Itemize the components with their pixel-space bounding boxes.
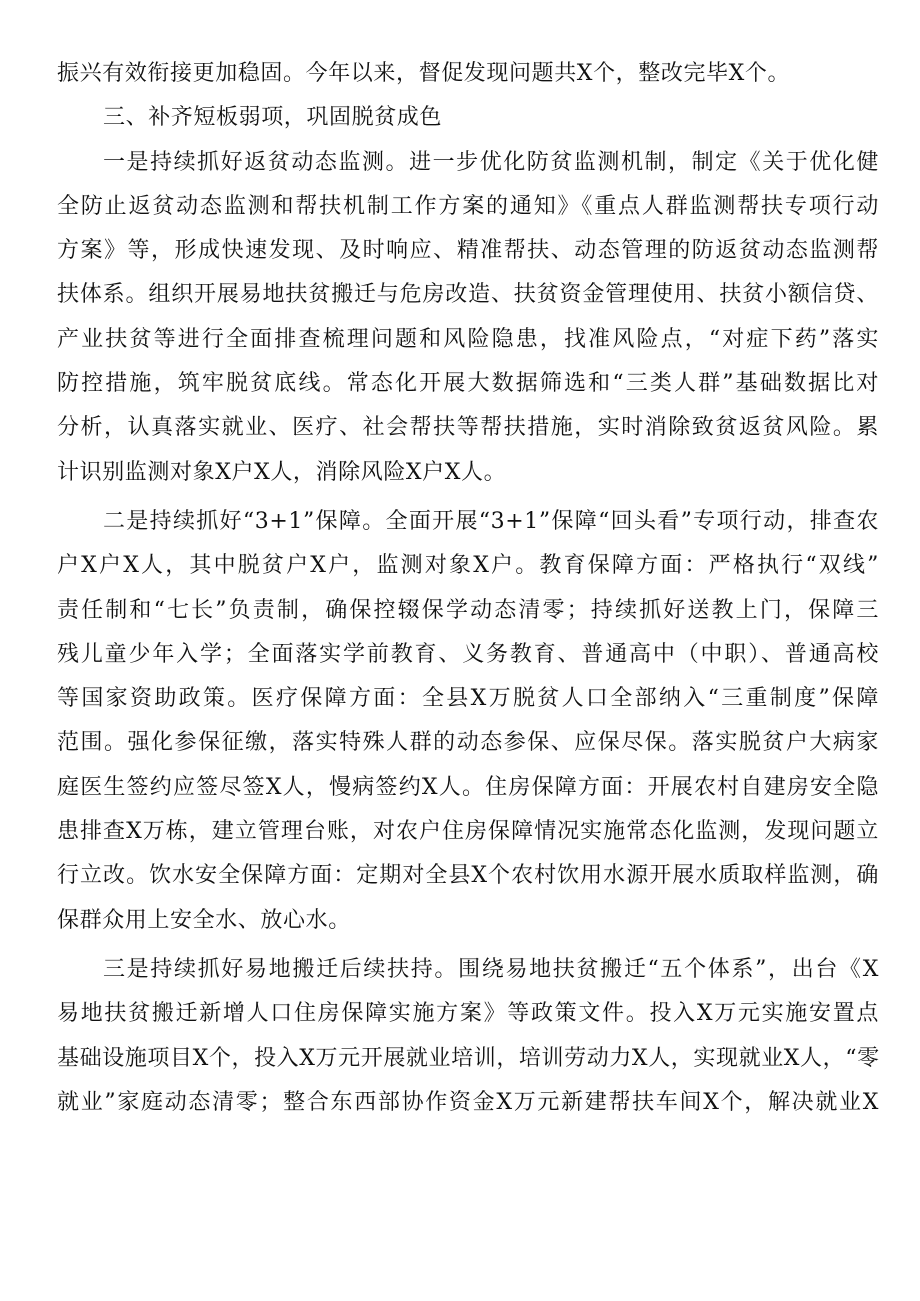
text-line: 一是持续抓好返贫动态监测。进一步优化防贫监测机制，制定《关于优化健 [103,149,879,175]
text-line: 患排查X万栋，建立管理台账，对农户住房保障情况实施常态化监测，发现问题立 [57,819,879,845]
text-line: 等国家资助政策。医疗保障方面：全县X万脱贫人口全部纳入“三重制度”保障 [57,686,879,712]
text-line: 方案》等，形成快速发现、及时响应、精准帮扶、动态管理的防返贫动态监测帮 [57,238,879,264]
text-line: 防控措施，筑牢脱贫底线。常态化开展大数据筛选和“三类人群”基础数据比对 [57,371,879,397]
paragraph-guarantee [57,500,879,943]
text-line: 就业”家庭动态清零；整合东西部协作资金X万元新建帮扶车间X个，解决就业X [57,1089,879,1115]
text-line: 户X户X人，其中脱贫户X户，监测对象X户。教育保障方面：严格执行“双线” [57,553,879,579]
text-line: 庭医生签约应签尽签X人，慢病签约X人。住房保障方面：开展农村自建房安全隐 [57,774,879,800]
text-line: 行立改。饮水安全保障方面：定期对全县X个农村饮用水源开展水质取样监测，确 [57,863,879,889]
text-line: 全防止返贫动态监测和帮扶机制工作方案的通知》《重点人群监测帮扶专项行动 [57,193,879,219]
text-line: 易地扶贫搬迁新增人口住房保障实施方案》等政策文件。投入X万元实施安置点 [57,1001,879,1027]
document-body [57,52,879,1125]
text-line: 责任制和“七长”负责制，确保控辍保学动态清零；持续抓好送教上门，保障三 [57,597,879,623]
text-line: 三是持续抓好易地搬迁后续扶持。围绕易地扶贫搬迁“五个体系”，出台《X [103,956,879,982]
heading-line: 三、补齐短板弱项，巩固脱贫成色 [103,105,443,131]
text-line: 残儿童少年入学；全面落实学前教育、义务教育、普通高中（中职）、普通高校 [57,641,879,667]
section-heading [57,96,879,140]
text-line: 二是持续抓好“3+1”保障。全面开展“3+1”保障“回头看”专项行动，排查农 [103,508,879,534]
paragraph-monitoring [57,141,879,495]
paragraph-relocation [57,948,879,1125]
text-line: 扶体系。组织开展易地扶贫搬迁与危房改造、扶贫资金管理使用、扶贫小额信贷、 [57,282,879,308]
paragraph-continuation [57,52,879,96]
text-line: 计识别监测对象X户X人，消除风险X户X人。 [57,459,507,485]
text-line: 范围。强化参保征缴，落实特殊人群的动态参保、应保尽保。落实脱贫户大病家 [57,730,879,756]
text-line: 振兴有效衔接更加稳固。今年以来，督促发现问题共X个，整改完毕X个。 [57,61,791,86]
text-line: 分析，认真落实就业、医疗、社会帮扶等帮扶措施，实时消除致贫返贫风险。累 [57,415,879,441]
text-line: 保群众用上安全水、放心水。 [57,907,351,933]
text-line: 基础设施项目X个，投入X万元开展就业培训，培训劳动力X人，实现就业X人，“零 [57,1045,880,1071]
text-line: 产业扶贫等进行全面排查梳理问题和风险隐患，找准风险点，“对症下药”落实 [57,326,879,352]
